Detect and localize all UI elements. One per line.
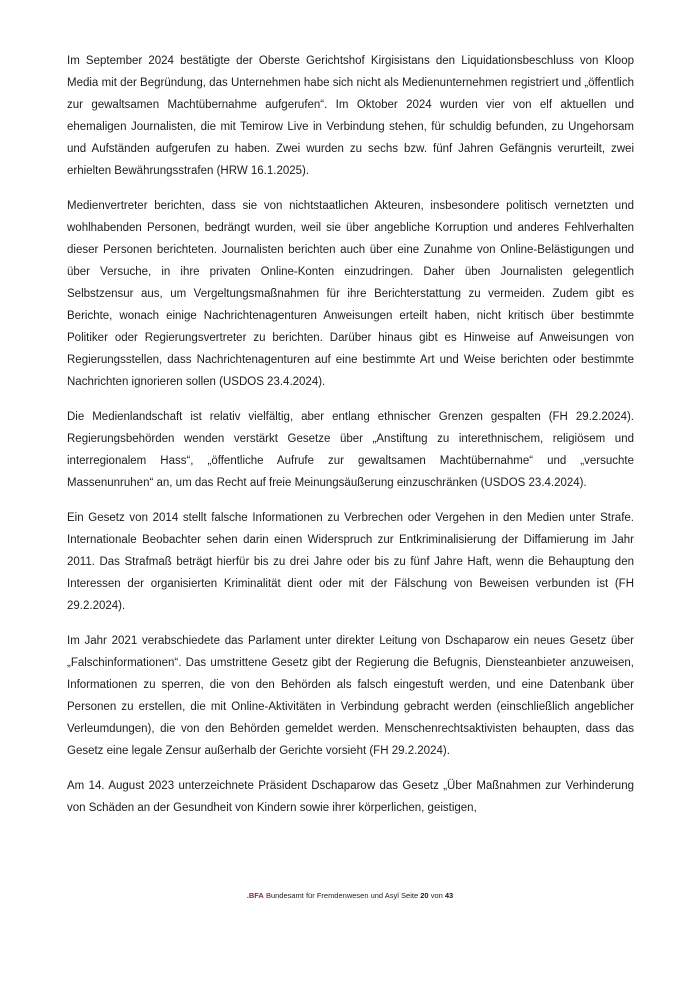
paragraph: Am 14. August 2023 unterzeichnete Präsident Dschaparow das Gesetz „Über Maßnahmen zur Verhinderung von Schäden an der Gesundheit von Kindern sowie ihrer körperlichen, geistigen, — [67, 780, 634, 814]
footer-office-name: Bundesamt für Fremdenwesen und Asyl — [265, 891, 399, 900]
paragraph: Ein Gesetz von 2014 stellt falsche Informationen zu Verbrechen oder Vergehen in den Medien unter Strafe. Internationale Beobachter sehen darin einen Widerspruch zur Entkriminalisierung der Diffamierung im Jahr 2011. Das Strafmaß beträgt hierfür bis zu drei Jahre oder bis zu fünf Jahre Haft, wenn die Behauptung den Interessen der organisierten Kriminalität dient oder mit der Fälschung von Beweisen verbunden ist (FH 29.2.2024). — [67, 512, 634, 612]
paragraph: Medienvertreter berichten, dass sie von nichtstaatlichen Akteuren, insbesondere politisch vernetzten und wohlhabenden Personen, bedrängt wurden, weil sie über angebliche Korruption und anderes Fehlverhalten dieser Personen berichteten. Journalisten berichten auch über eine Zunahme von Online-Belästigungen und über Versuche, in ihre privaten Online-Konten einzudringen. Daher üben Journalisten gelegentlich Selbstzensur aus, um Vergeltungsmaßnahmen für ihre Berichterstattung zu vermeiden. Zudem gibt es Berichte, wonach einige Nachrichtenagenturen Anweisungen erteilt haben, nicht kritisch über bestimmte Politiker oder Regierungsvertreter zu berichten. Darüber hinaus gibt es Hinweise auf Anweisungen von Regierungsstellen, dass Nachrichtenagenturen auf eine bestimmte Art und Weise berichten oder bestimmte Nachrichten ignorieren sollen (USDOS 23.4.2024). — [67, 200, 634, 388]
bfa-logo: .BFA — [246, 891, 264, 900]
page-total: 43 — [444, 891, 454, 900]
page-label: Seite — [401, 891, 419, 900]
page-of-label: von — [430, 891, 443, 900]
paragraph: Im September 2024 bestätigte der Oberste Gerichtshof Kirgisistans den Liquidationsbeschluss von Kloop Media mit der Begründung, das Unternehmen habe sich nicht als Medienunternehmen registriert und „öffentlich zur gewaltsamen Machtübernahme aufgerufen“. Im Oktober 2024 wurden vier von elf aktuellen und ehemaligen Journalisten, die mit Temirow Live in Verbindung stehen, für schuldig befunden, zu Ungehorsam und Aufständen aufgerufen zu haben. Zwei wurden zu sechs bzw. fünf Jahren Gefängnis verurteilt, zwei erhielten Bewährungsstrafen (HRW 16.1.2025). — [67, 55, 634, 177]
document-body — [67, 50, 634, 832]
page-number: 20 — [420, 891, 429, 900]
paragraph: Im Jahr 2021 verabschiedete das Parlament unter direkter Leitung von Dschaparow ein neues Gesetz über „Falschinformationen“. Das umstrittene Gesetz gibt der Regierung die Befugnis, Diensteanbieter anzuweisen, Informationen zu sperren, die von den Behörden als falsch eingestuft werden, und eine Datenbank über Personen zu erstellen, die mit Online-Aktivitäten in Verbindung gebracht werden (einschließlich angeblicher Verleumdungen), die von den Behörden gemeldet werden. Menschenrechtsaktivisten behaupten, dass das Gesetz eine legale Zensur außerhalb der Gerichte vorsieht (FH 29.2.2024). — [67, 635, 634, 757]
page-footer — [0, 891, 700, 901]
paragraph: Die Medienlandschaft ist relativ vielfältig, aber entlang ethnischer Grenzen gespalten (FH 29.2.2024). Regierungsbehörden wenden verstärkt Gesetze über „Anstiftung zu interethnischem, religiösem und interregionalem Hass“, „öffentliche Aufrufe zur gewaltsamen Machtübernahme“ und „versuchte Massenunruhen“ an, um das Recht auf freie Meinungsäußerung einzuschränken (USDOS 23.4.2024). — [67, 411, 634, 489]
